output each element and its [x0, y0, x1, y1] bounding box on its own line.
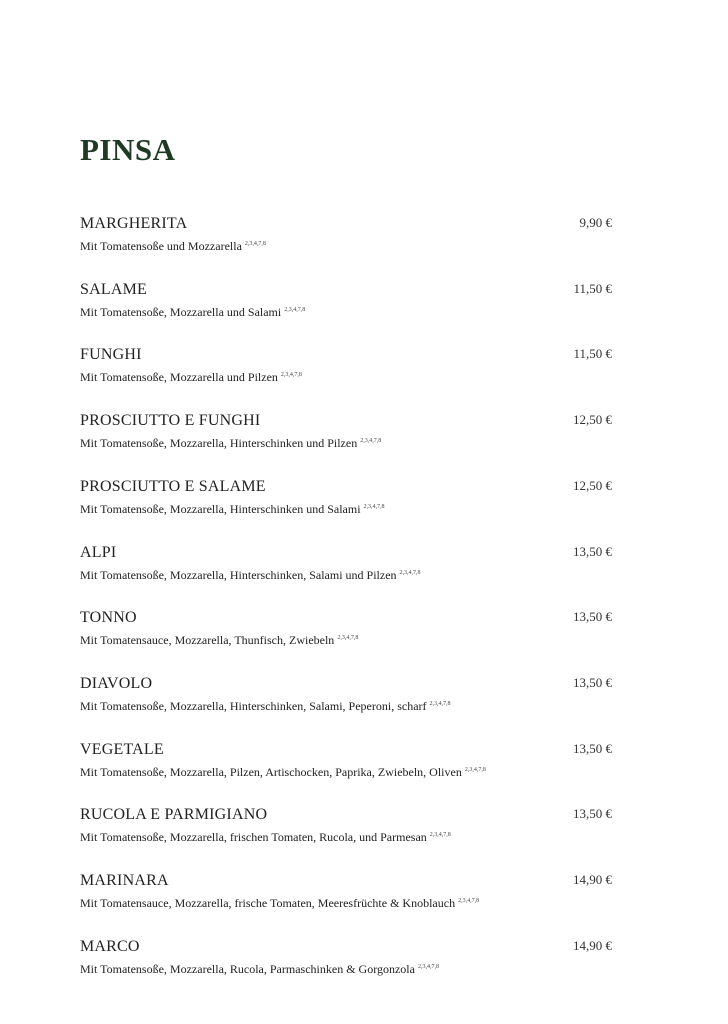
description-text: Mit Tomatensauce, Mozzarella, frische Tomaten, Meeresfrüchte & Knoblauch [80, 896, 456, 910]
item-description [80, 962, 439, 977]
item-price: 11,50 € [573, 280, 612, 296]
allergen-codes: 2,3,4,7,8 [399, 569, 421, 576]
item-description [80, 830, 451, 845]
item-name: VEGETALE [80, 740, 164, 758]
menu-item [80, 281, 612, 331]
menu-item [80, 544, 612, 594]
description-text: Mit Tomatensoße, Mozzarella, frischen Tomaten, Rucola, und Parmesan [80, 830, 427, 845]
item-price: 12,50 € [573, 477, 612, 493]
item-price: 13,50 € [573, 806, 612, 822]
item-description [80, 502, 385, 517]
allergen-codes: 2,3,4,7,8 [363, 503, 385, 510]
item-description [80, 896, 479, 911]
menu-item [80, 741, 612, 791]
allergen-codes: 2,3,4,7,8 [429, 832, 451, 839]
item-price: 14,90 € [573, 937, 612, 953]
description-text: Mit Tomatensoße, Mozzarella, Hinterschinken und Pilzen [80, 436, 358, 451]
item-name: PROSCIUTTO E SALAME [80, 477, 266, 495]
item-name: DIAVOLO [80, 674, 153, 692]
item-description [80, 305, 305, 320]
item-price: 13,50 € [573, 674, 612, 690]
menu-item [80, 215, 612, 265]
item-name: MARCO [80, 937, 140, 955]
menu-item [80, 675, 612, 725]
item-description [80, 633, 358, 648]
menu-item [80, 806, 612, 856]
description-text: Mit Tomatensoße, Mozzarella, Hinterschinken, Salami und Pilzen [80, 567, 397, 582]
item-description [80, 765, 486, 780]
menu-item [80, 609, 612, 659]
description-text: Mit Tomatensoße, Mozzarella, Pilzen, Artischocken, Paprika, Zwiebeln, Oliven [80, 764, 462, 779]
item-name: TONNO [80, 609, 137, 627]
allergen-codes: 2,3,4,7,8 [284, 306, 306, 313]
allergen-codes: 2,3,4,7,8 [429, 700, 451, 707]
item-name: RUCOLA E PARMIGIANO [80, 806, 268, 824]
description-text: Mit Tomatensoße, Mozzarella und Pilzen [80, 370, 278, 385]
menu-item [80, 938, 612, 988]
menu-section-title: PINSA [80, 132, 176, 167]
item-price: 11,50 € [573, 346, 612, 362]
allergen-codes: 2,3,4,7,8 [280, 372, 302, 379]
item-price: 13,50 € [573, 740, 612, 756]
item-name: MARGHERITA [80, 215, 188, 232]
menu-item [80, 872, 612, 922]
menu-item [80, 412, 612, 462]
item-description [80, 436, 381, 451]
item-description [80, 699, 451, 714]
allergen-codes: 2,3,4,7,8 [337, 635, 359, 642]
allergen-codes: 2,3,4,7,8 [458, 898, 480, 904]
description-text: Mit Tomatensoße, Mozzarella, Rucola, Parmaschinken & Gorgonzola [80, 961, 415, 976]
item-name: SALAME [80, 280, 147, 298]
item-name: MARINARA [80, 872, 169, 889]
description-text: Mit Tomatensoße, Mozzarella, Hinterschinken, Salami, Peperoni, scharf [80, 698, 427, 713]
item-price: 13,50 € [573, 543, 612, 559]
item-name: PROSCIUTTO E FUNGHI [80, 412, 261, 430]
item-description [80, 239, 266, 254]
item-price: 12,50 € [573, 412, 612, 428]
allergen-codes: 2,3,4,7,8 [464, 766, 486, 773]
item-price: 13,50 € [573, 609, 612, 625]
item-description [80, 370, 302, 385]
allergen-codes: 2,3,4,7,8 [360, 438, 382, 445]
description-text: Mit Tomatensoße, Mozzarella, Hinterschinken und Salami [80, 501, 361, 516]
menu-item [80, 346, 612, 396]
item-price: 9,90 € [579, 215, 612, 230]
item-name: ALPI [80, 543, 117, 561]
description-text: Mit Tomatensoße, Mozzarella und Salami [80, 304, 282, 319]
menu-item [80, 478, 612, 528]
allergen-codes: 2,3,4,7,8 [244, 241, 266, 247]
item-name: FUNGHI [80, 346, 142, 364]
item-description [80, 568, 421, 583]
item-price: 14,90 € [573, 872, 612, 887]
description-text: Mit Tomatensauce, Mozzarella, Thunfisch, Zwiebeln [80, 633, 335, 648]
description-text: Mit Tomatensoße und Mozzarella [80, 239, 242, 253]
allergen-codes: 2,3,4,7,8 [417, 963, 439, 970]
